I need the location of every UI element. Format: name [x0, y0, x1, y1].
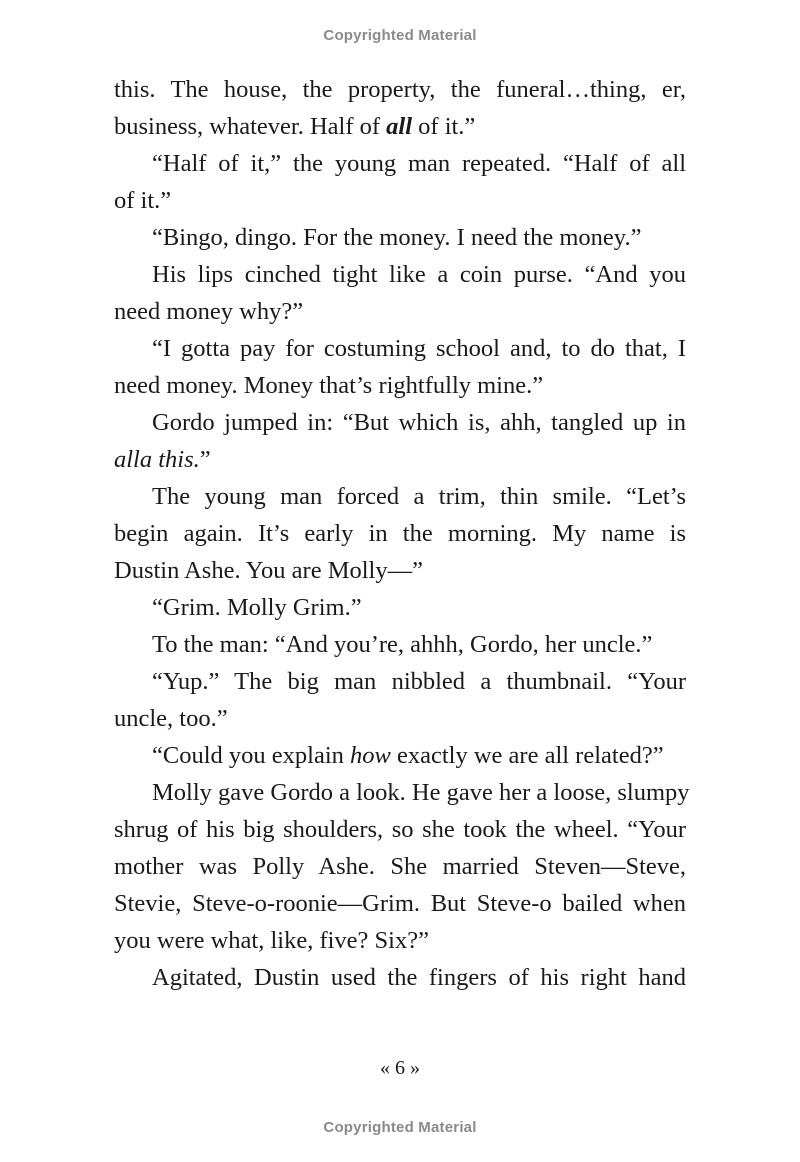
text-line [114, 811, 686, 848]
italic-emphasis: alla this. [114, 446, 200, 473]
text-line [114, 885, 686, 922]
text-line [114, 441, 686, 478]
text-run: Dustin Ashe. You are Molly—” [114, 557, 423, 584]
text-run: you were what, like, five? Six?” [114, 927, 429, 954]
text-run: need money why?” [114, 298, 304, 325]
text-run: “Half of it,” the young man repeated. “Half of all [152, 150, 686, 177]
text-run: Gordo jumped in: “But which is, ahh, tangled up in [152, 409, 686, 436]
text-line [114, 700, 686, 737]
text-run: Stevie, Steve-o-roonie—Grim. But Steve-o bailed when [114, 890, 686, 917]
text-line [114, 293, 686, 330]
text-run: ” [199, 446, 211, 473]
text-run: The young man forced a trim, thin smile. “Let’s [152, 483, 686, 510]
text-line [114, 404, 686, 441]
text-run: begin again. It’s early in the morning. My name is [114, 520, 686, 547]
watermark-top: Copyrighted Material [323, 27, 477, 44]
text-run: To the man: “And you’re, ahhh, Gordo, her uncle.” [152, 631, 653, 658]
text-line [114, 663, 686, 700]
text-run: “Yup.” The big man nibbled a thumbnail. “Your [152, 668, 686, 695]
text-run: “Bingo, dingo. For the money. I need the money.” [152, 224, 642, 251]
text-run: uncle, too.” [114, 705, 228, 732]
text-run: “I gotta pay for costuming school and, to do that, I [152, 335, 686, 362]
text-run: “Grim. Molly Grim.” [152, 594, 362, 621]
text-run: of it.” [412, 113, 476, 140]
text-run: need money. Money that’s rightfully mine.” [114, 372, 544, 399]
text-line [114, 774, 690, 811]
text-run: “Could you explain [152, 742, 351, 769]
text-run: mother was Polly Ashe. She married Steven—Steve, [114, 853, 686, 880]
text-line [114, 71, 686, 108]
text-line [114, 108, 686, 145]
text-run: His lips cinched tight like a coin purse. “And you [152, 261, 686, 288]
text-line [114, 367, 686, 404]
text-line [114, 330, 686, 367]
text-line [114, 182, 686, 219]
text-line [114, 626, 686, 663]
text-run: business, whatever. Half of [114, 113, 387, 140]
text-line [114, 589, 686, 626]
text-line [114, 219, 686, 256]
text-line [114, 737, 686, 774]
text-run: shrug of his big shoulders, so she took the wheel. “Your [114, 816, 686, 843]
text-run: of it.” [114, 187, 172, 214]
text-run: Agitated, Dustin used the fingers of his right hand [152, 964, 686, 991]
text-run: this. The house, the property, the funeral…thing, er, [114, 76, 686, 103]
watermark-bottom: Copyrighted Material [323, 1119, 477, 1136]
text-line [114, 515, 686, 552]
text-line [114, 552, 686, 589]
text-line [114, 922, 686, 959]
bold-italic-emphasis: all [386, 113, 413, 140]
text-line [114, 478, 686, 515]
body-text [114, 71, 690, 996]
text-run: exactly we are all related?” [390, 742, 664, 769]
text-line [114, 145, 686, 182]
text-line [114, 256, 686, 293]
text-line [114, 959, 686, 996]
text-run: Molly gave Gordo a look. He gave her a loose, slumpy [152, 779, 690, 806]
page-number: « 6 » [380, 1057, 420, 1079]
italic-emphasis: how [350, 742, 391, 769]
text-line [114, 848, 686, 885]
